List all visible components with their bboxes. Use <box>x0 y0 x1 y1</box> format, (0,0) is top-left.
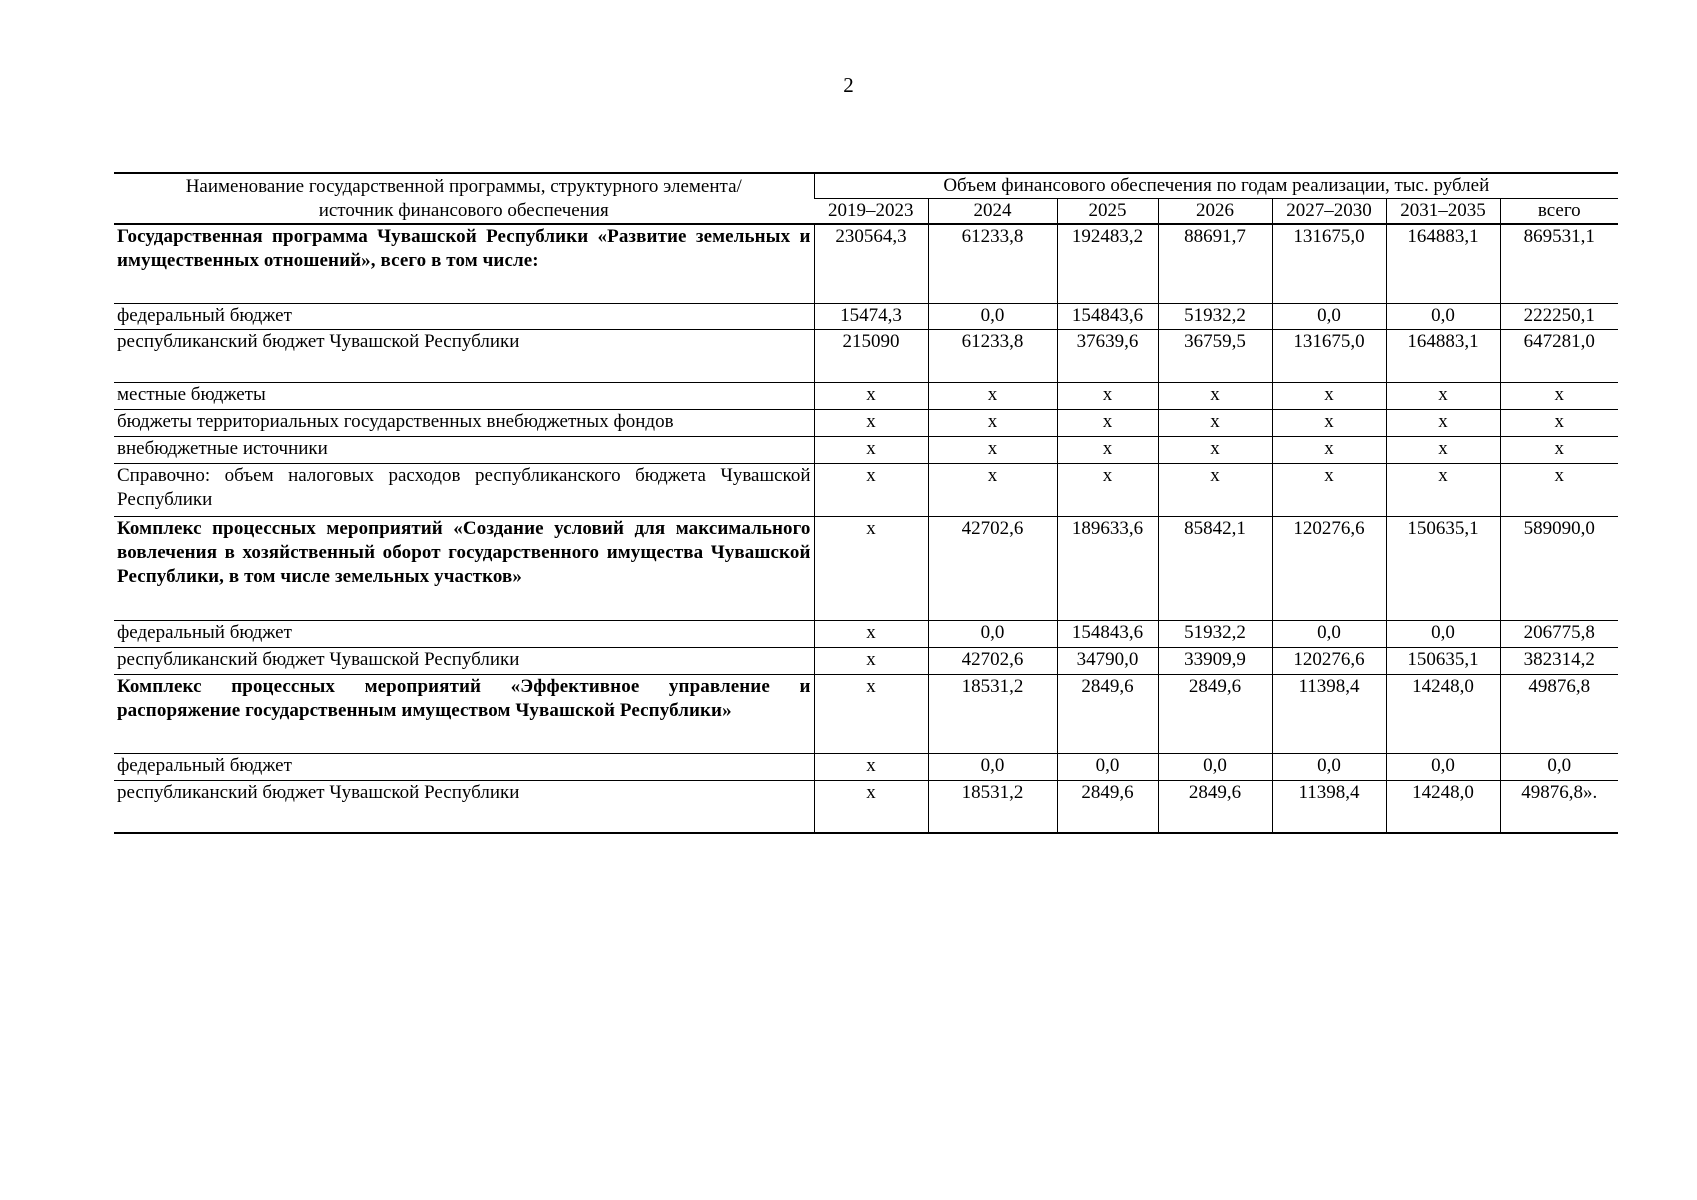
row-value: 51932,2 <box>1158 620 1272 647</box>
name-column-header: Наименование государственной программы, структурного элемента/источник финансового обеспечения <box>114 173 814 224</box>
row-value: 164883,1 <box>1386 329 1500 382</box>
row-name: Комплекс процессных мероприятий «Создание условий для максимального вовлечения в хозяйственный оборот государственного имущества Чувашской Республики, в том числе земельных участков» <box>114 516 814 620</box>
row-value: x <box>1057 436 1158 463</box>
page-number: 2 <box>843 73 854 97</box>
row-value: x <box>1272 382 1386 409</box>
row-value: x <box>928 436 1057 463</box>
year-header: 2019–2023 <box>814 199 928 225</box>
row-name: республиканский бюджет Чувашской Республики <box>114 647 814 674</box>
row-value: x <box>814 620 928 647</box>
row-value: x <box>814 753 928 780</box>
row-value: x <box>1057 463 1158 516</box>
row-value: x <box>1386 409 1500 436</box>
row-value: x <box>1057 382 1158 409</box>
table-row <box>114 382 1618 409</box>
row-value: 222250,1 <box>1500 303 1618 329</box>
row-value: 37639,6 <box>1057 329 1158 382</box>
row-value: 42702,6 <box>928 516 1057 620</box>
row-value: 2849,6 <box>1158 780 1272 833</box>
table-row <box>114 516 1618 620</box>
row-value: 0,0 <box>928 303 1057 329</box>
volume-column-header: Объем финансового обеспечения по годам реализации, тыс. рублей <box>814 173 1618 199</box>
row-value: x <box>814 436 928 463</box>
row-name: республиканский бюджет Чувашской Республики <box>114 329 814 382</box>
row-name: федеральный бюджет <box>114 620 814 647</box>
row-value: x <box>1500 463 1618 516</box>
row-value: 164883,1 <box>1386 224 1500 303</box>
row-value: x <box>814 674 928 753</box>
row-value: x <box>1158 463 1272 516</box>
row-value: x <box>1386 382 1500 409</box>
row-value: x <box>928 463 1057 516</box>
row-value: x <box>814 409 928 436</box>
row-value: x <box>814 463 928 516</box>
row-value: x <box>1272 463 1386 516</box>
row-value: 647281,0 <box>1500 329 1618 382</box>
year-header: 2026 <box>1158 199 1272 225</box>
row-value: 131675,0 <box>1272 224 1386 303</box>
financing-table <box>114 172 1618 834</box>
row-value: x <box>1500 409 1618 436</box>
table-row <box>114 647 1618 674</box>
row-value: 36759,5 <box>1158 329 1272 382</box>
row-name: внебюджетные источники <box>114 436 814 463</box>
row-value: x <box>1386 463 1500 516</box>
row-name: местные бюджеты <box>114 382 814 409</box>
table-row <box>114 620 1618 647</box>
row-value: 120276,6 <box>1272 516 1386 620</box>
table-row <box>114 329 1618 382</box>
row-value: 215090 <box>814 329 928 382</box>
row-value: 15474,3 <box>814 303 928 329</box>
row-value: x <box>814 780 928 833</box>
row-value: 11398,4 <box>1272 674 1386 753</box>
table-row <box>114 463 1618 516</box>
row-value: 154843,6 <box>1057 620 1158 647</box>
row-value: 49876,8». <box>1500 780 1618 833</box>
year-header: 2025 <box>1057 199 1158 225</box>
row-value: 150635,1 <box>1386 516 1500 620</box>
row-value: x <box>814 647 928 674</box>
row-value: 0,0 <box>1158 753 1272 780</box>
year-header: 2031–2035 <box>1386 199 1500 225</box>
row-value: x <box>928 409 1057 436</box>
table-row <box>114 753 1618 780</box>
row-value: 230564,3 <box>814 224 928 303</box>
row-name: Государственная программа Чувашской Республики «Развитие земельных и имущественных отношений», всего в том числе: <box>114 224 814 303</box>
row-value: 0,0 <box>1272 753 1386 780</box>
row-value: 88691,7 <box>1158 224 1272 303</box>
row-value: 206775,8 <box>1500 620 1618 647</box>
total-header: всего <box>1500 199 1618 225</box>
row-value: 2849,6 <box>1057 674 1158 753</box>
row-value: x <box>814 382 928 409</box>
row-value: 192483,2 <box>1057 224 1158 303</box>
row-value: 0,0 <box>1272 303 1386 329</box>
row-value: x <box>1500 382 1618 409</box>
year-header: 2024 <box>928 199 1057 225</box>
row-value: x <box>1158 436 1272 463</box>
row-value: x <box>928 382 1057 409</box>
row-value: 0,0 <box>928 620 1057 647</box>
row-value: x <box>814 516 928 620</box>
row-value: 0,0 <box>1386 303 1500 329</box>
row-value: 382314,2 <box>1500 647 1618 674</box>
row-value: 61233,8 <box>928 329 1057 382</box>
row-value: 154843,6 <box>1057 303 1158 329</box>
row-value: 131675,0 <box>1272 329 1386 382</box>
table-row <box>114 303 1618 329</box>
row-name: бюджеты территориальных государственных внебюджетных фондов <box>114 409 814 436</box>
row-name: республиканский бюджет Чувашской Республики <box>114 780 814 833</box>
table-row <box>114 224 1618 303</box>
row-value: x <box>1057 409 1158 436</box>
row-value: x <box>1500 436 1618 463</box>
row-value: 61233,8 <box>928 224 1057 303</box>
row-value: x <box>1272 409 1386 436</box>
year-header: 2027–2030 <box>1272 199 1386 225</box>
row-value: 589090,0 <box>1500 516 1618 620</box>
row-value: 0,0 <box>1500 753 1618 780</box>
row-value: 49876,8 <box>1500 674 1618 753</box>
row-value: 120276,6 <box>1272 647 1386 674</box>
row-value: 2849,6 <box>1158 674 1272 753</box>
row-value: 85842,1 <box>1158 516 1272 620</box>
table-row <box>114 409 1618 436</box>
row-value: x <box>1386 436 1500 463</box>
row-value: 2849,6 <box>1057 780 1158 833</box>
row-value: 0,0 <box>928 753 1057 780</box>
table-row <box>114 780 1618 833</box>
row-value: 34790,0 <box>1057 647 1158 674</box>
row-value: 42702,6 <box>928 647 1057 674</box>
row-name: Комплекс процессных мероприятий «Эффективное управление и распоряжение государственным имуществом Чувашской Республики» <box>114 674 814 753</box>
row-value: 869531,1 <box>1500 224 1618 303</box>
header-row-1 <box>114 173 1618 199</box>
row-value: 18531,2 <box>928 780 1057 833</box>
row-value: 150635,1 <box>1386 647 1500 674</box>
row-value: 14248,0 <box>1386 780 1500 833</box>
row-name: Справочно: объем налоговых расходов республиканского бюджета Чувашской Республики <box>114 463 814 516</box>
row-value: x <box>1158 409 1272 436</box>
row-value: x <box>1158 382 1272 409</box>
row-value: 0,0 <box>1386 753 1500 780</box>
row-name: федеральный бюджет <box>114 753 814 780</box>
row-value: 33909,9 <box>1158 647 1272 674</box>
row-value: 0,0 <box>1386 620 1500 647</box>
row-value: 11398,4 <box>1272 780 1386 833</box>
row-value: 18531,2 <box>928 674 1057 753</box>
row-value: x <box>1272 436 1386 463</box>
table-row <box>114 436 1618 463</box>
row-value: 189633,6 <box>1057 516 1158 620</box>
row-name: федеральный бюджет <box>114 303 814 329</box>
row-value: 0,0 <box>1272 620 1386 647</box>
table-row <box>114 674 1618 753</box>
row-value: 14248,0 <box>1386 674 1500 753</box>
row-value: 51932,2 <box>1158 303 1272 329</box>
row-value: 0,0 <box>1057 753 1158 780</box>
